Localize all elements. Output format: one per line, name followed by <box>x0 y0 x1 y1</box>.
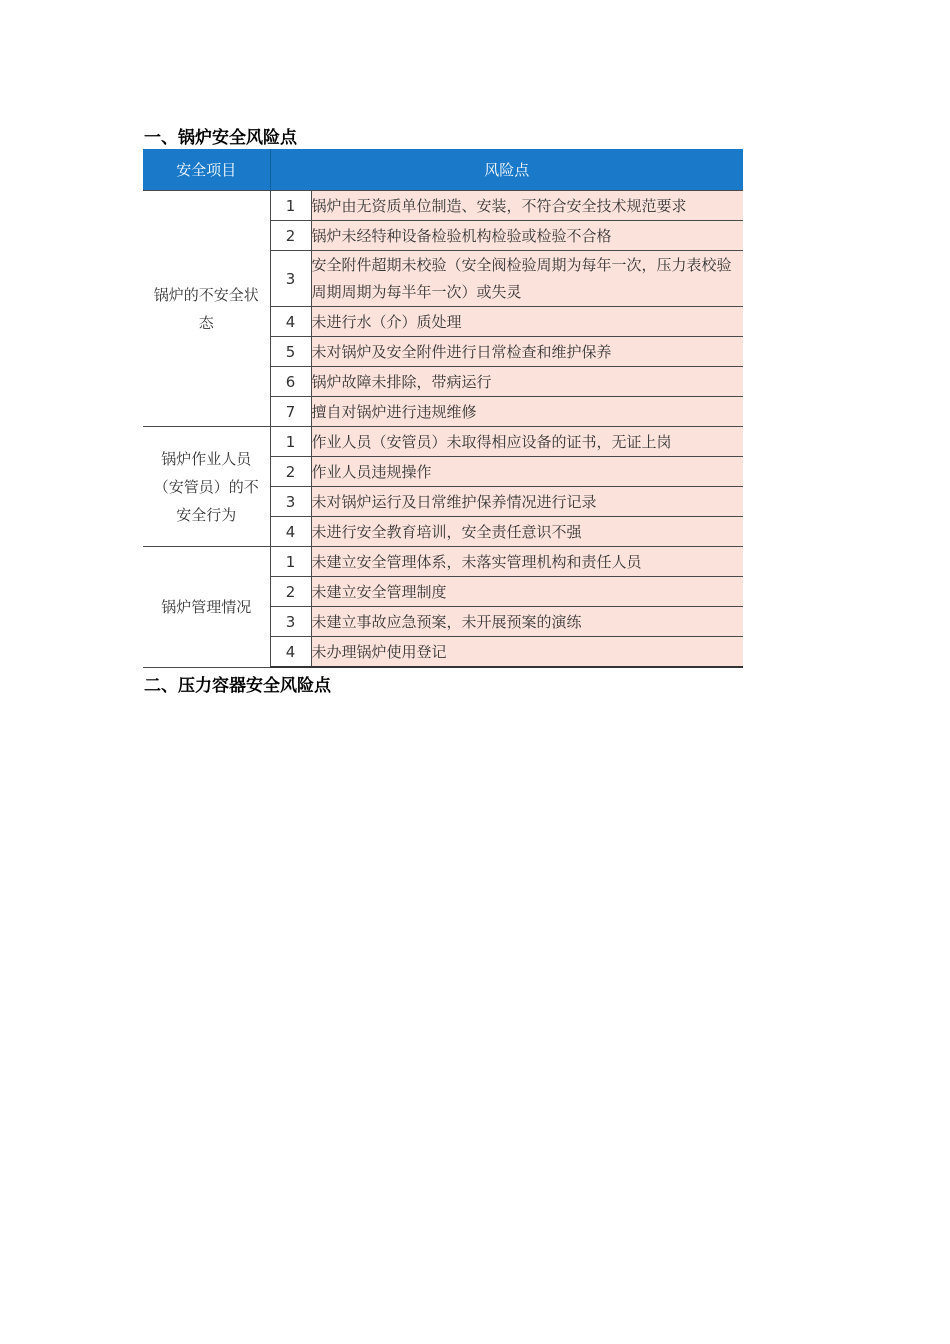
table-row <box>143 547 743 577</box>
category-label: 锅炉的不安全状态 <box>153 285 259 332</box>
risk-text: 未对锅炉运行及日常维护保养情况进行记录 <box>311 487 743 517</box>
risk-text: 安全附件超期未校验（安全阀检验周期为每年一次，压力表校验周期周期为每半年一次）或失灵 <box>311 251 743 307</box>
item-number: 4 <box>270 517 311 547</box>
category-cell <box>143 191 270 427</box>
risk-text: 未对锅炉及安全附件进行日常检查和维护保养 <box>311 337 743 367</box>
category-cell <box>143 427 270 547</box>
item-number: 2 <box>270 577 311 607</box>
category-label: 锅炉作业人员（安管员）的不安全行为 <box>153 449 259 524</box>
boiler-risk-table <box>143 149 743 668</box>
item-number: 7 <box>270 397 311 427</box>
section-heading-boiler: 一、锅炉安全风险点 <box>144 128 297 148</box>
item-number: 4 <box>270 637 311 668</box>
item-number: 1 <box>270 191 311 221</box>
header-risk-point: 风险点 <box>270 149 743 191</box>
risk-text: 作业人员（安管员）未取得相应设备的证书，无证上岗 <box>311 427 743 457</box>
table-row <box>143 427 743 457</box>
table-header-row <box>143 149 743 191</box>
risk-text: 作业人员违规操作 <box>311 457 743 487</box>
item-number: 5 <box>270 337 311 367</box>
item-number: 3 <box>270 251 311 307</box>
risk-text: 锅炉故障未排除，带病运行 <box>311 367 743 397</box>
item-number: 2 <box>270 221 311 251</box>
section-heading-pressure-vessel: 二、压力容器安全风险点 <box>144 676 331 696</box>
risk-text: 未进行安全教育培训，安全责任意识不强 <box>311 517 743 547</box>
item-number: 2 <box>270 457 311 487</box>
item-number: 4 <box>270 307 311 337</box>
risk-text: 未建立安全管理制度 <box>311 577 743 607</box>
category-cell <box>143 547 270 668</box>
item-number: 3 <box>270 487 311 517</box>
header-safety-item: 安全项目 <box>143 149 270 191</box>
risk-text: 未建立安全管理体系，未落实管理机构和责任人员 <box>311 547 743 577</box>
risk-text: 未进行水（介）质处理 <box>311 307 743 337</box>
item-number: 1 <box>270 427 311 457</box>
risk-text: 未建立事故应急预案，未开展预案的演练 <box>311 607 743 637</box>
item-number: 3 <box>270 607 311 637</box>
category-label: 锅炉管理情况 <box>161 597 252 616</box>
table-row <box>143 191 743 221</box>
item-number: 1 <box>270 547 311 577</box>
item-number: 6 <box>270 367 311 397</box>
risk-text: 锅炉由无资质单位制造、安装，不符合安全技术规范要求 <box>311 191 743 221</box>
risk-text: 擅自对锅炉进行违规维修 <box>311 397 743 427</box>
risk-text: 锅炉未经特种设备检验机构检验或检验不合格 <box>311 221 743 251</box>
risk-text: 未办理锅炉使用登记 <box>311 637 743 668</box>
